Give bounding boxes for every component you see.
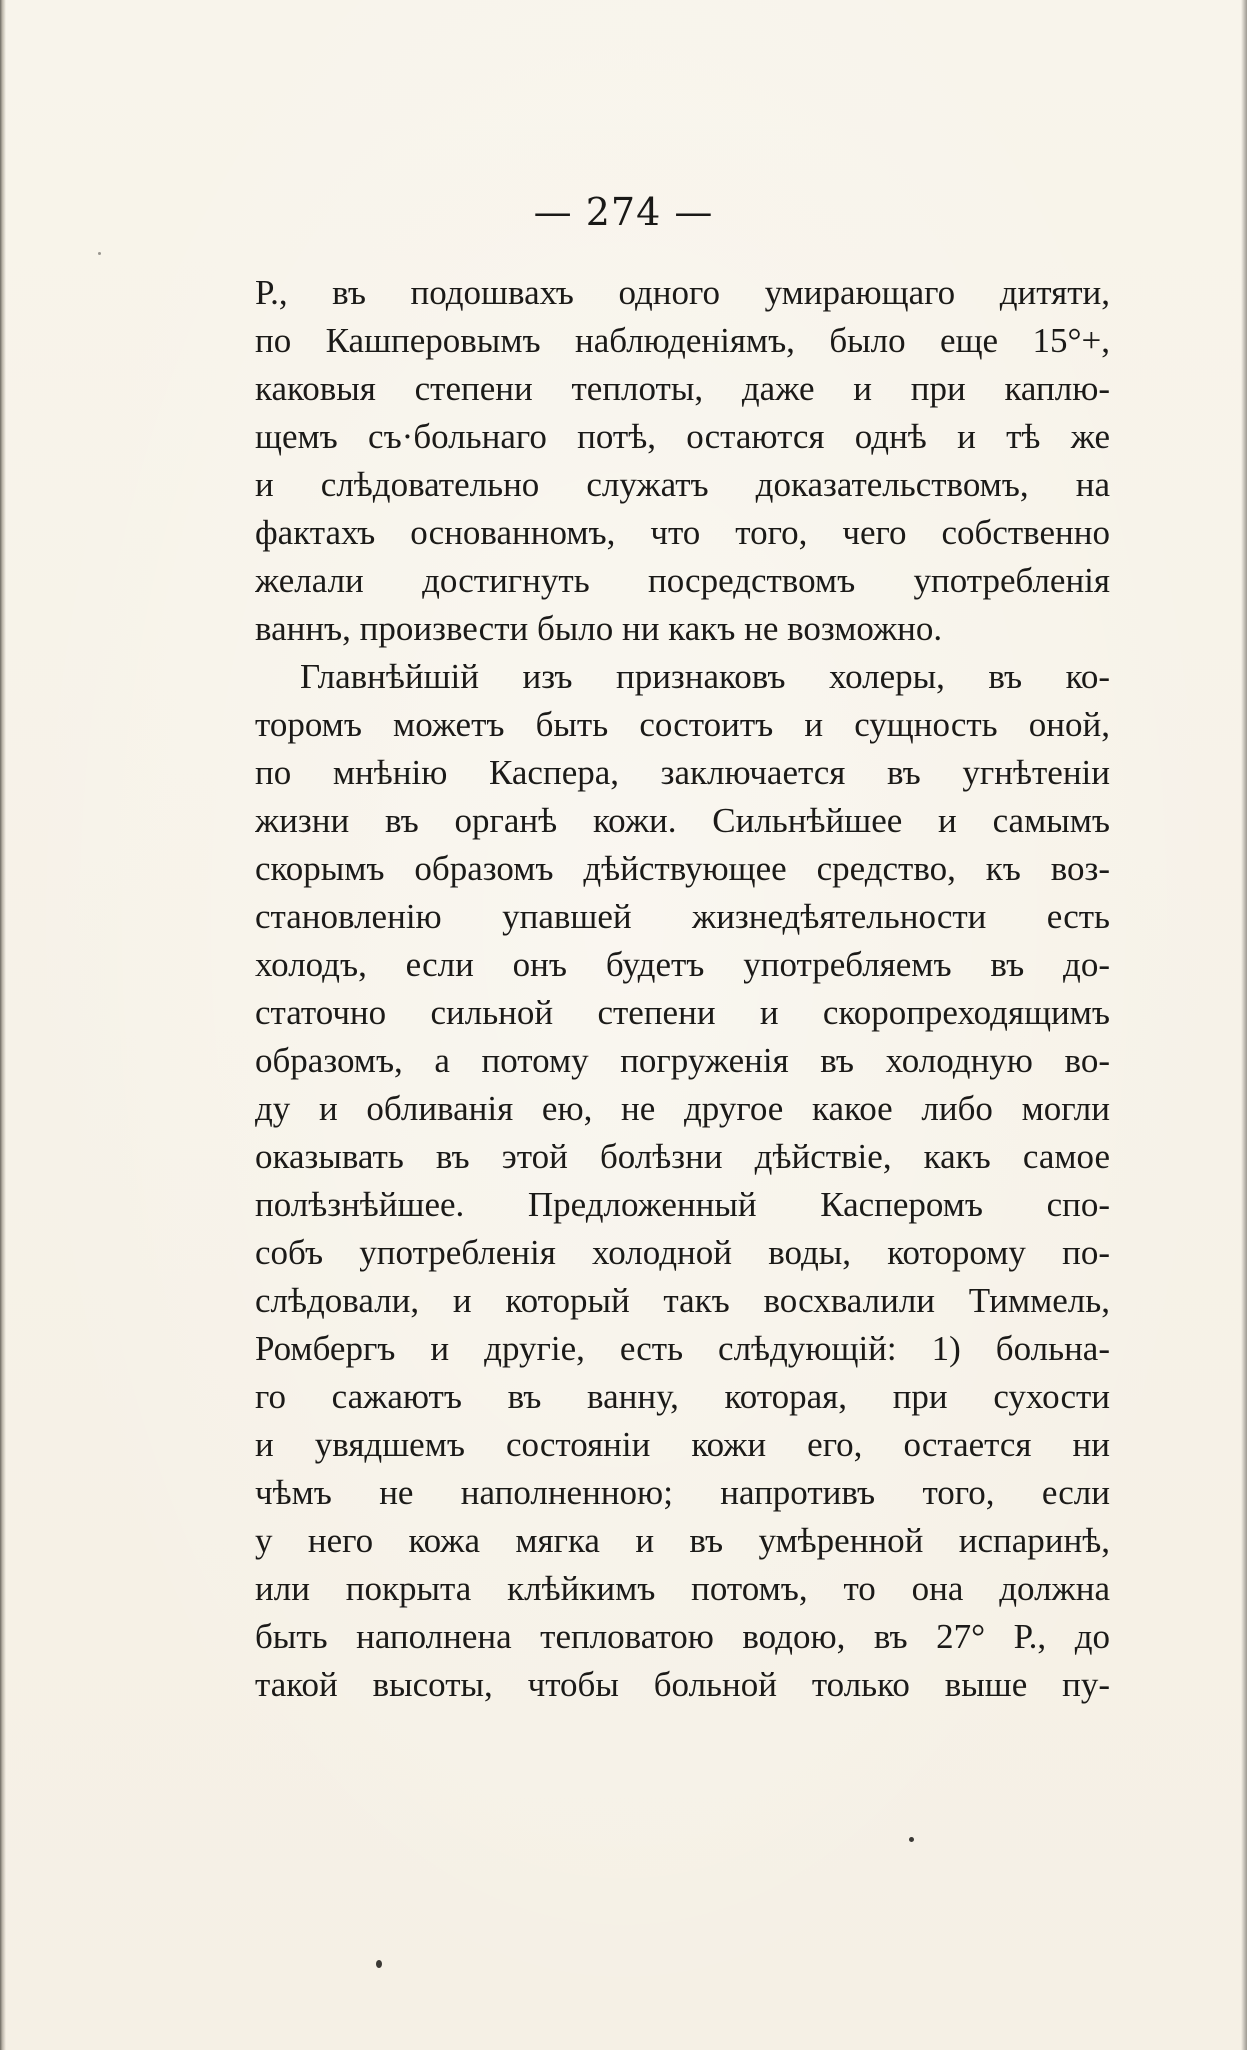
paragraph-first-line: Главнѣйшiй изъ признаковъ холеры, въ ко- bbox=[300, 657, 1110, 696]
text-line: или покрыта клѣйкимъ потомъ, то она должна bbox=[255, 1569, 1110, 1608]
page-left-edge bbox=[0, 0, 6, 2050]
text-line: холодъ, если онъ будетъ употребляемъ въ до- bbox=[255, 945, 1110, 984]
body-text bbox=[255, 269, 1110, 1709]
text-line: Ромбергъ и другiе, есть слѣдующiй: 1) больна- bbox=[255, 1329, 1110, 1368]
text-line: Р., въ подошвахъ одного умирающаго дитяти, bbox=[255, 273, 1110, 312]
text-line: собъ употребленiя холодной воды, которому по- bbox=[255, 1233, 1110, 1272]
text-line: фактахъ основанномъ, что того, чего собственно bbox=[255, 513, 1110, 552]
text-line: у него кожа мягка и въ умѣренной испаринѣ, bbox=[255, 1521, 1110, 1560]
paper-speck bbox=[909, 1837, 914, 1842]
page-right-edge bbox=[1241, 0, 1247, 2050]
text-line: жизни въ органѣ кожи. Сильнѣйшее и самымъ bbox=[255, 801, 1110, 840]
text-line: слѣдовали, и который такъ восхвалили Тиммель, bbox=[255, 1281, 1110, 1320]
text-line: желали достигнуть посредствомъ употребленiя bbox=[255, 561, 1110, 600]
text-line: статочно сильной степени и скоропреходящимъ bbox=[255, 993, 1110, 1032]
text-line: и слѣдовательно служатъ доказательствомъ, на bbox=[255, 465, 1110, 504]
text-line: по мнѣнiю Каспера, заключается въ угнѣтенiи bbox=[255, 753, 1110, 792]
paper-speck bbox=[98, 252, 101, 255]
text-line: образомъ, а потому погруженiя въ холодную во- bbox=[255, 1041, 1110, 1080]
text-line: чѣмъ не наполненною; напротивъ того, если bbox=[255, 1473, 1110, 1512]
text-line: каковыя степени теплоты, даже и при каплю- bbox=[255, 369, 1110, 408]
text-line: и увядшемъ состоянiи кожи его, остается ни bbox=[255, 1425, 1110, 1464]
text-line: торомъ можетъ быть состоитъ и сущность оной, bbox=[255, 705, 1110, 744]
text-line: оказывать въ этой болѣзни дѣйствiе, какъ самое bbox=[255, 1137, 1110, 1176]
text-line: щемъ съ·больнаго потѣ, остаются однѣ и тѣ же bbox=[255, 417, 1110, 456]
text-line: ваннъ, произвести было ни какъ не возможно. bbox=[255, 609, 943, 648]
text-line: такой высоты, чтобы больной только выше пу- bbox=[255, 1665, 1110, 1704]
text-line: полѣзнѣйшее. Предложенный Касперомъ спо- bbox=[255, 1185, 1110, 1224]
text-line: по Кашперовымъ наблюденiямъ, было еще 15°+, bbox=[255, 321, 1110, 360]
text-line: ду и обливанiя ею, не другое какое либо могли bbox=[255, 1089, 1110, 1128]
page-number: — 274 — bbox=[533, 190, 714, 234]
text-line: быть наполнена тепловатою водою, въ 27° Р., до bbox=[255, 1617, 1110, 1656]
text-line: становленiю упавшей жизнедѣятельности есть bbox=[255, 897, 1110, 936]
text-line: скорымъ образомъ дѣйствующее средство, къ воз- bbox=[255, 849, 1110, 888]
paper-speck bbox=[376, 1960, 382, 1968]
text-line: го сажаютъ въ ванну, которая, при сухости bbox=[255, 1377, 1110, 1416]
